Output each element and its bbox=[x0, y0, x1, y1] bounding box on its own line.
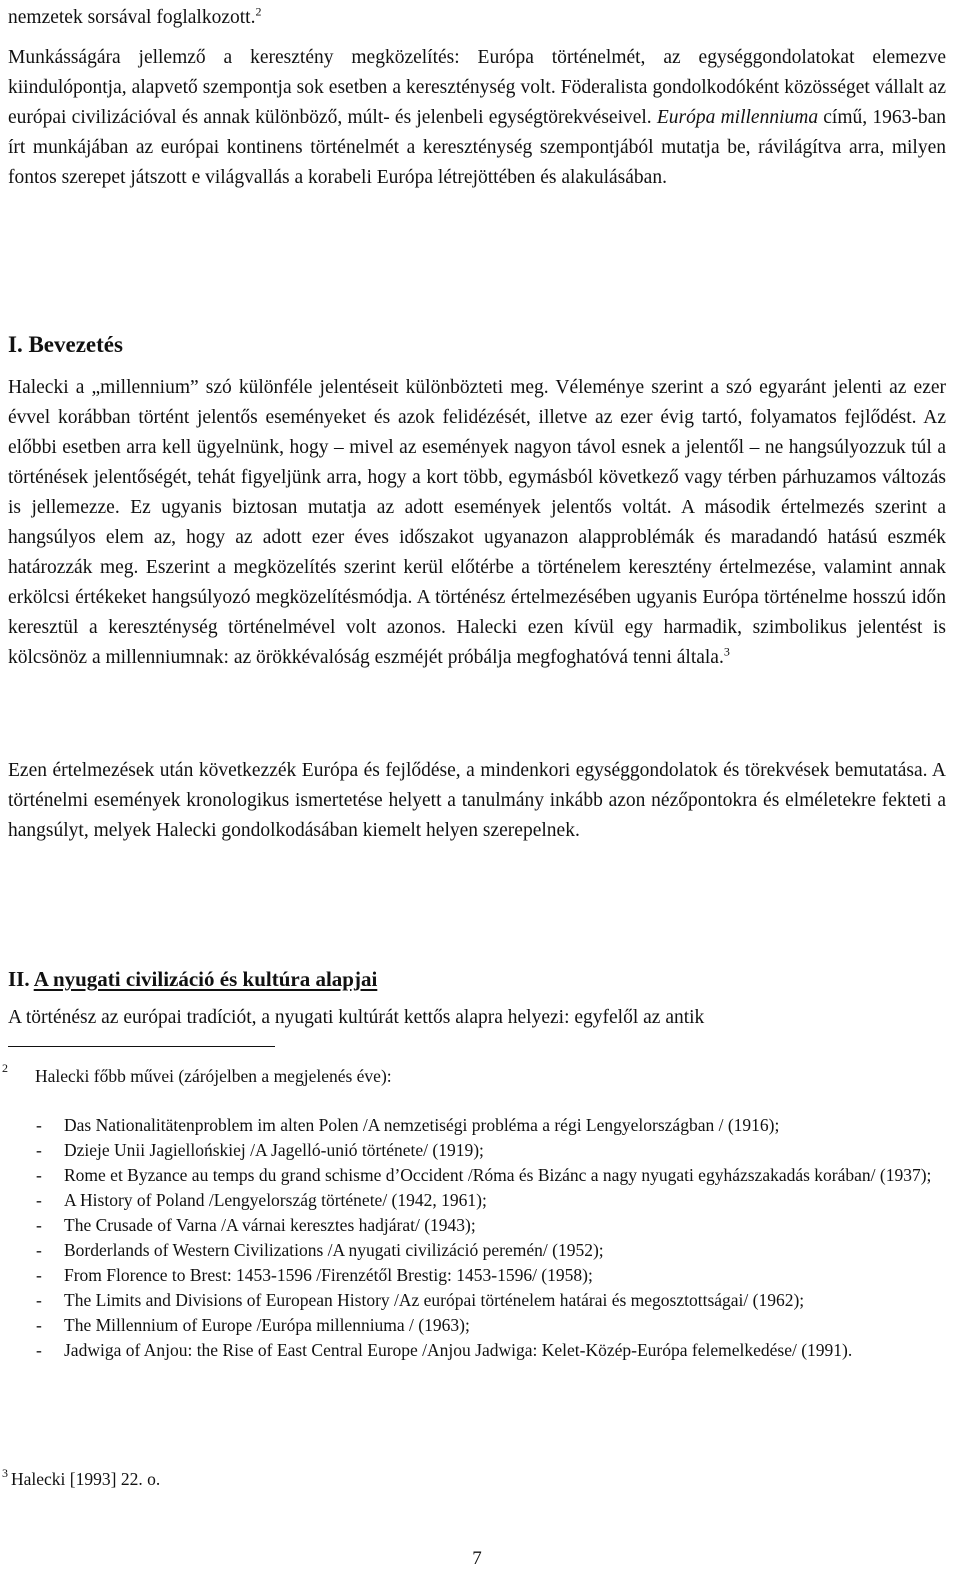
list-dash: - bbox=[36, 1240, 42, 1260]
footnote-number: 2 bbox=[2, 1061, 8, 1075]
paragraph-millennium-meanings bbox=[8, 373, 946, 673]
work-entry: Dzieje Unii Jagiellońskiej /A Jagelló-unió története/ (1919); bbox=[64, 1140, 484, 1160]
works-list bbox=[8, 1114, 946, 1362]
footnote-separator bbox=[8, 1046, 275, 1047]
section-heading-western-civilization bbox=[8, 964, 377, 994]
footnote-ref-2[interactable]: 2 bbox=[255, 4, 262, 19]
list-item bbox=[8, 1339, 946, 1362]
work-entry: The Crusade of Varna /A várnai keresztes hadjárat/ (1943); bbox=[64, 1215, 476, 1235]
list-item bbox=[8, 1164, 946, 1187]
list-item bbox=[8, 1239, 946, 1262]
list-dash: - bbox=[36, 1190, 42, 1210]
work-entry: Jadwiga of Anjou: the Rise of East Central Europe /Anjou Jadwiga: Kelet-Közép-Európa felemelkedése/ (1991). bbox=[64, 1340, 853, 1360]
footnote-text: Halecki [1993] 22. o. bbox=[11, 1469, 161, 1489]
list-item bbox=[8, 1264, 946, 1287]
footnote-number: 3 bbox=[2, 1466, 8, 1480]
continued-text: nemzetek sorsával foglalkozott. bbox=[8, 7, 256, 28]
list-item bbox=[8, 1114, 946, 1137]
footnote-3 bbox=[2, 1462, 940, 1491]
list-dash: - bbox=[36, 1290, 42, 1310]
book-title-italic: Európa millenniuma bbox=[656, 107, 819, 128]
paragraph-approach: Ezen értelmezések után következzék Európa és fejlődése, a mindenkori egységgondolatok és törekvések bemutatása. A történelmi események kronologikus ismertetése helyett a tanulmány inkább azon nézőpontokra és elméletekre fekteti a hangsúlyt, melyek Halecki gondolkodásában kiemelt helyen szerepelnek. bbox=[8, 760, 946, 841]
continued-paragraph-line bbox=[8, 3, 946, 33]
list-dash: - bbox=[36, 1165, 42, 1185]
footnote-text: Halecki főbb művei (zárójelben a megjelenés éve): bbox=[35, 1066, 392, 1086]
list-item bbox=[8, 1314, 946, 1337]
list-item bbox=[8, 1214, 946, 1237]
list-dash: - bbox=[36, 1215, 42, 1235]
paragraph-tradition: A történész az európai tradíciót, a nyugati kultúrát kettős alapra helyezi: egyfelől az antik bbox=[8, 1007, 705, 1028]
section-heading-introduction: I. Bevezetés bbox=[8, 332, 123, 357]
work-entry: The Millennium of Europe /Európa millenniuma / (1963); bbox=[64, 1315, 470, 1335]
section-title: A nyugati civilizáció és kultúra alapjai bbox=[33, 967, 378, 991]
list-dash: - bbox=[36, 1315, 42, 1335]
list-dash: - bbox=[36, 1140, 42, 1160]
list-dash: - bbox=[36, 1115, 42, 1135]
paragraph-text: című, 1963-ban írt munkájában az európai kontinens történelmét a kereszténység szempontjából mutatja be, rávilágítva arra, milyen fontos szerepet játszott e világvallás a korabeli Európa létrejöttében és alakulásában. bbox=[8, 107, 946, 188]
list-dash: - bbox=[36, 1340, 42, 1360]
work-entry: Das Nationalitätenproblem im alten Polen /A nemzetiségi probléma a régi Lengyelországban / (1916); bbox=[64, 1115, 780, 1135]
footnote-2 bbox=[2, 1061, 946, 1088]
list-item bbox=[8, 1139, 946, 1162]
list-dash: - bbox=[36, 1265, 42, 1285]
work-entry: A History of Poland /Lengyelország története/ (1942, 1961); bbox=[64, 1190, 487, 1210]
work-entry: From Florence to Brest: 1453-1596 /Firenzétől Brestig: 1453-1596/ (1958); bbox=[64, 1265, 593, 1285]
work-entry: Rome et Byzance au temps du grand schisme d’Occident /Róma és Bizánc a nagy nyugati egyházszakadás korában/ (1937); bbox=[64, 1165, 932, 1185]
paragraph-halecki-work bbox=[8, 43, 946, 193]
page-number: 7 bbox=[472, 1548, 482, 1569]
list-item bbox=[8, 1289, 946, 1312]
list-item bbox=[8, 1189, 946, 1212]
work-entry: Borderlands of Western Civilizations /A nyugati civilizáció peremén/ (1952); bbox=[64, 1240, 604, 1260]
footnote-ref-3[interactable]: 3 bbox=[723, 644, 730, 659]
work-entry: The Limits and Divisions of European History /Az európai történelem határai és megosztottságai/ (1962); bbox=[64, 1290, 805, 1310]
paragraph-text: Munkásságára jellemző a keresztény megközelítés: Európa történelmét, az egységgondolatokat elemezve kiindulópontja, alapvető szempontja sok esetben a kereszténység volt. Föderalista gondolkodóként közösséget vállalt az európai civilizációval és annak különböző, múlt- és jelenbeli egységtörekvéseivel. bbox=[8, 47, 946, 128]
section-number: II. bbox=[8, 967, 34, 991]
paragraph-text: Halecki a „millennium” szó különféle jelentéseit különbözteti meg. Véleménye szerint a szó egyaránt jelenti az ezer évvel korábban történt jelentős eseményeket és azok felidézését, illetve az ezer évig tartó, folyamatos fejlődést. Az előbbi esetben arra kell ügyelnünk, hogy – mivel az események nagyon távol esnek a jelentől – ne hangsúlyozzuk túl a történések jelentőségét, tehát figyeljünk arra, hogy a kort több, egymásból következő vagy térben párhuzamos változás is jellemezze. Ez ugyanis biztosan mutatja az adott események jelentős voltát. A második értelmezés szerint a hangsúlyos elem az, hogy az adott ezer éves időszakot ugyanazon alapproblémák és maradandó hatású eszmék határozzák meg. Eszerint a megközelítés szerint kerül előtérbe a történelem keresztény értelmezése, valamint annak erkölcsi értékeket hangsúlyozó megközelítésmódja. A történész értelmezésében ugyanis Európa történelme hosszú időn keresztül a kereszténység történelmével volt azonos. Halecki ezen kívül egy harmadik, szimbolikus jelentést is kölcsönöz a millenniumnak: az örökkévalóság eszméjét próbálja megfoghatóvá tenni általa. bbox=[8, 377, 946, 668]
